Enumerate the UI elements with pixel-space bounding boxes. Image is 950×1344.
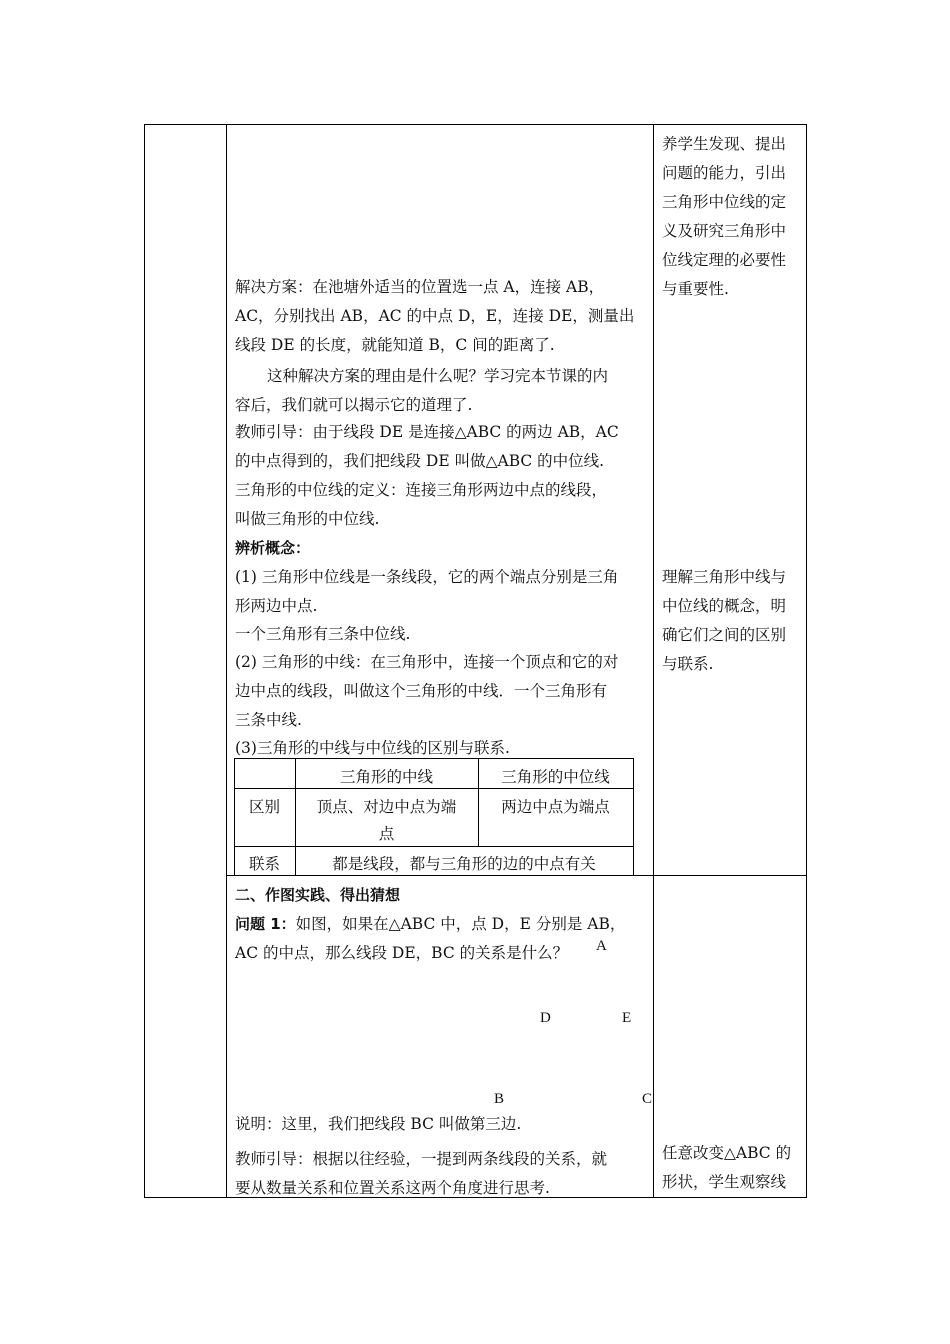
solution-line: 解决方案：在池塘外适当的位置选一点 A，连接 AB， [235, 278, 605, 296]
compare-table-border [234, 758, 633, 759]
question-text: 如图，如果在△ABC 中，点 D，E 分别是 AB， [295, 915, 626, 933]
teacher-guide2-line: 教师引导：根据以往经验，一提到两条线段的关系，就 [235, 1150, 608, 1168]
column-divider-1 [226, 124, 227, 1198]
point2-line: (2) 三角形的中线：在三角形中，连接一个顶点和它的对 [235, 653, 619, 671]
table-right-border [806, 124, 807, 1198]
column-divider-2 [653, 124, 654, 1198]
point-a-label: A [596, 938, 607, 954]
header-median: 三角形的中线 [339, 768, 433, 786]
solution-line: 线段 DE 的长度，就能知道 B，C 间的距离了. [235, 336, 555, 354]
row-diff-median: 顶点、对边中点为端 [316, 798, 457, 816]
three-midlines-note: 一个三角形有三条中位线. [235, 625, 411, 643]
side-note-line: 养学生发现、提出 [662, 135, 787, 153]
side-note-line: 三角形中位线的定 [662, 193, 787, 211]
row-diff-midline: 两边中点为端点 [501, 798, 610, 816]
teacher-guide-line: 的中点得到的，我们把线段 DE 叫做△ABC 的中位线. [235, 452, 605, 470]
definition-line: 三角形的中位线的定义：连接三角形两边中点的线段， [235, 481, 608, 499]
reason-line: 容后，我们就可以揭示它的道理了. [235, 396, 473, 414]
side-note-line: 问题的能力，引出 [662, 164, 787, 182]
row-link-label: 联系 [248, 855, 280, 873]
side-note-line: 位线定理的必要性 [662, 251, 787, 269]
side-note-line: 中位线的概念，明 [662, 597, 787, 615]
side-note-line: 确它们之间的区别 [662, 626, 787, 644]
side-note-line: 与联系. [662, 655, 714, 673]
reason-line: 这种解决方案的理由是什么呢？学习完本节课的内 [267, 367, 609, 385]
header-midline: 三角形的中位线 [501, 768, 610, 786]
side-note-line: 任意改变△ABC 的 [662, 1144, 792, 1162]
side-note-line: 与重要性. [662, 280, 729, 298]
point2-line: 边中点的线段，叫做这个三角形的中线．一个三角形有 [235, 682, 608, 700]
question-line: AC 的中点，那么线段 DE，BC 的关系是什么？ [235, 944, 569, 962]
side-note-line: 理解三角形中线与 [662, 568, 787, 586]
teacher-guide2-line: 要从数量关系和位置关系这两个角度进行思考. [235, 1179, 550, 1197]
teacher-guide-line: 教师引导：由于线段 DE 是连接△ABC 的两边 AB，AC [235, 423, 619, 441]
section-title: 二、作图实践、得出猜想 [235, 886, 401, 904]
row-diff-label: 区别 [248, 798, 280, 816]
point1-line: 形两边中点. [235, 597, 318, 615]
question-label: 问题 1： [235, 915, 296, 933]
table-top-border [144, 124, 807, 125]
point3-line: (3)三角形的中线与中位线的区别与联系. [235, 739, 510, 757]
analysis-title: 辨析概念： [235, 539, 311, 557]
compare-table-border [633, 758, 634, 875]
row-link-content: 都是线段，都与三角形的边的中点有关 [332, 855, 596, 873]
side-note-line: 形状，学生观察线 [662, 1173, 787, 1191]
row-diff-median-cont: 点 [378, 825, 395, 843]
table-left-border [144, 124, 145, 1198]
point1-line: (1) 三角形中位线是一条线段，它的两个端点分别是三角 [235, 568, 619, 586]
point-d-label: D [540, 1010, 551, 1026]
point2-line: 三条中线. [235, 711, 302, 729]
point-b-label: B [494, 1091, 505, 1107]
definition-line: 叫做三角形的中位线. [235, 510, 380, 528]
side-note-line: 义及研究三角形中 [662, 222, 787, 240]
question-line [235, 910, 625, 939]
point-c-label: C [642, 1091, 653, 1107]
point-e-label: E [622, 1010, 632, 1026]
solution-line: AC，分别找出 AB，AC 的中点 D，E，连接 DE，测量出 [235, 307, 635, 325]
note-line: 说明：这里，我们把线段 BC 叫做第三边. [235, 1115, 522, 1133]
